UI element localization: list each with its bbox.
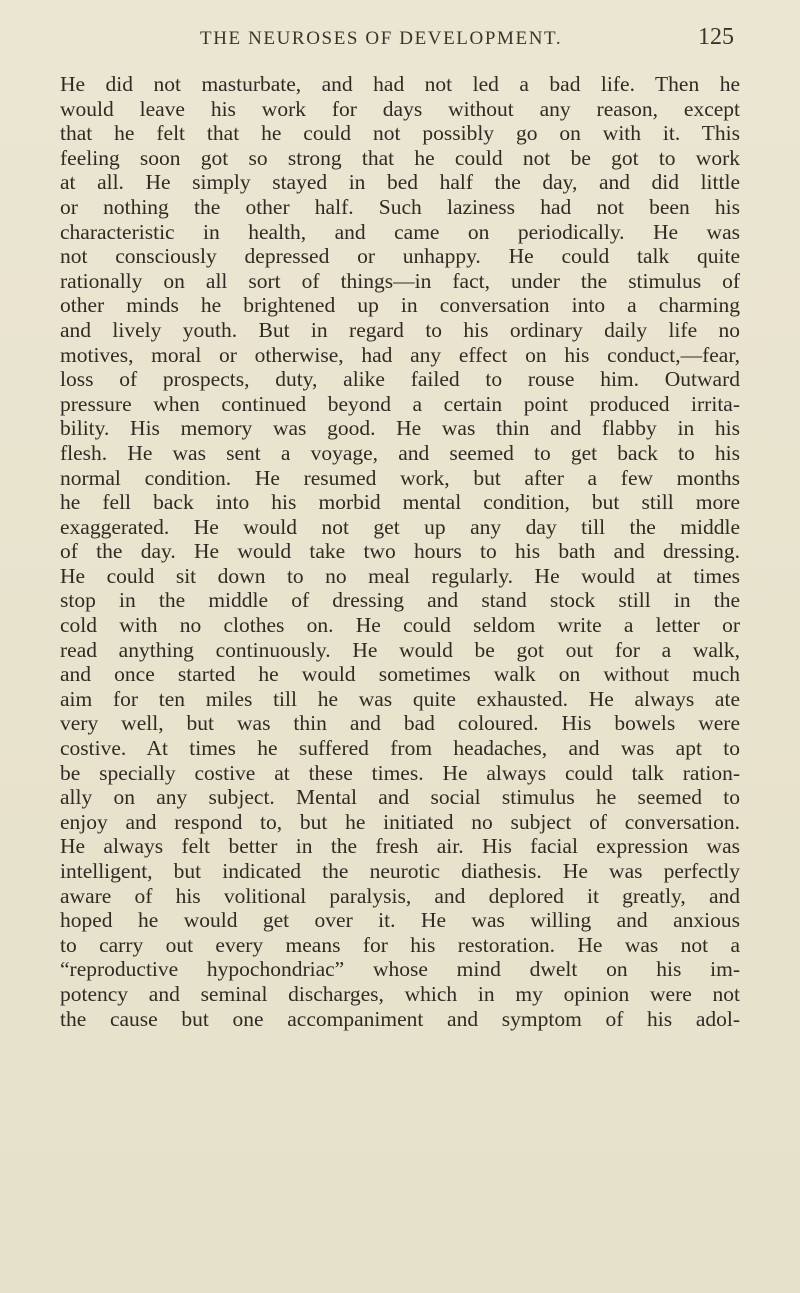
text-line: characteristic in health, and came on periodically. He was bbox=[60, 219, 740, 244]
text-line: He always felt better in the fresh air. His facial expression was bbox=[60, 834, 740, 859]
text-line: very well, but was thin and bad coloured. His bowels were bbox=[60, 711, 740, 736]
text-line: to carry out every means for his restoration. He was not a bbox=[60, 932, 740, 957]
text-line: of the day. He would take two hours to his bath and dressing. bbox=[60, 539, 740, 564]
text-line: he fell back into his morbid mental condition, but still more bbox=[60, 490, 740, 515]
text-line: potency and seminal discharges, which in my opinion were not bbox=[60, 981, 740, 1006]
text-line: would leave his work for days without any reason, except bbox=[60, 96, 740, 121]
text-line: read anything continuously. He would be got out for a walk, bbox=[60, 637, 740, 662]
text-line: pressure when continued beyond a certain point produced irrita- bbox=[60, 391, 740, 416]
text-line: hoped he would get over it. He was willing and anxious bbox=[60, 908, 740, 933]
text-line: aware of his volitional paralysis, and deplored it greatly, and bbox=[60, 883, 740, 908]
running-title: THE NEUROSES OF DEVELOPMENT. bbox=[200, 28, 563, 49]
text-line: normal condition. He resumed work, but after a few months bbox=[60, 465, 740, 490]
text-line: or nothing the other half. Such laziness had not been his bbox=[60, 194, 740, 219]
text-line: flesh. He was sent a voyage, and seemed to get back to his bbox=[60, 440, 740, 465]
text-line: intelligent, but indicated the neurotic diathesis. He was perfectly bbox=[60, 859, 740, 883]
text-line: bility. His memory was good. He was thin and flabby in his bbox=[60, 416, 740, 441]
text-line: exaggerated. He would not get up any day till the middle bbox=[60, 514, 740, 539]
text-line: and lively youth. But in regard to his ordinary daily life no bbox=[60, 317, 740, 342]
text-line: stop in the middle of dressing and stand stock still in the bbox=[60, 588, 740, 613]
text-line: He could sit down to no meal regularly. He would at times bbox=[60, 563, 740, 588]
text-line: enjoy and respond to, but he initiated no subject of conversation. bbox=[60, 809, 740, 834]
text-line: and once started he would sometimes walk on without much bbox=[60, 662, 740, 687]
running-head bbox=[60, 24, 740, 58]
text-line: at all. He simply stayed in bed half the day, and did little bbox=[60, 170, 740, 195]
text-line: the cause but one accompaniment and symptom of his adol- bbox=[60, 1006, 740, 1031]
text-line: be specially costive at these times. He always could talk ration- bbox=[60, 760, 740, 785]
text-line: aim for ten miles till he was quite exhausted. He always ate bbox=[60, 686, 740, 711]
text-line: cold with no clothes on. He could seldom write a letter or bbox=[60, 613, 740, 638]
text-line: other minds he brightened up in conversation into a charming bbox=[60, 293, 740, 318]
text-line: rationally on all sort of things—in fact, under the stimulus of bbox=[60, 268, 740, 293]
text-line: motives, moral or otherwise, had any effect on his conduct,—fear, bbox=[60, 342, 740, 367]
text-line: costive. At times he suffered from headaches, and was apt to bbox=[60, 736, 740, 761]
text-line: “reproductive hypochondriac” whose mind dwelt on his im- bbox=[60, 957, 740, 982]
text-line: that he felt that he could not possibly go on with it. This bbox=[60, 121, 740, 146]
body-text bbox=[60, 72, 740, 1031]
text-line: He did not masturbate, and had not led a bad life. Then he bbox=[60, 72, 740, 96]
page-number: 125 bbox=[698, 24, 734, 50]
text-line: loss of prospects, duty, alike failed to rouse him. Outward bbox=[60, 367, 740, 392]
text-line: feeling soon got so strong that he could not be got to work bbox=[60, 145, 740, 170]
text-line: not consciously depressed or unhappy. He could talk quite bbox=[60, 244, 740, 269]
text-line: ally on any subject. Mental and social stimulus he seemed to bbox=[60, 785, 740, 810]
